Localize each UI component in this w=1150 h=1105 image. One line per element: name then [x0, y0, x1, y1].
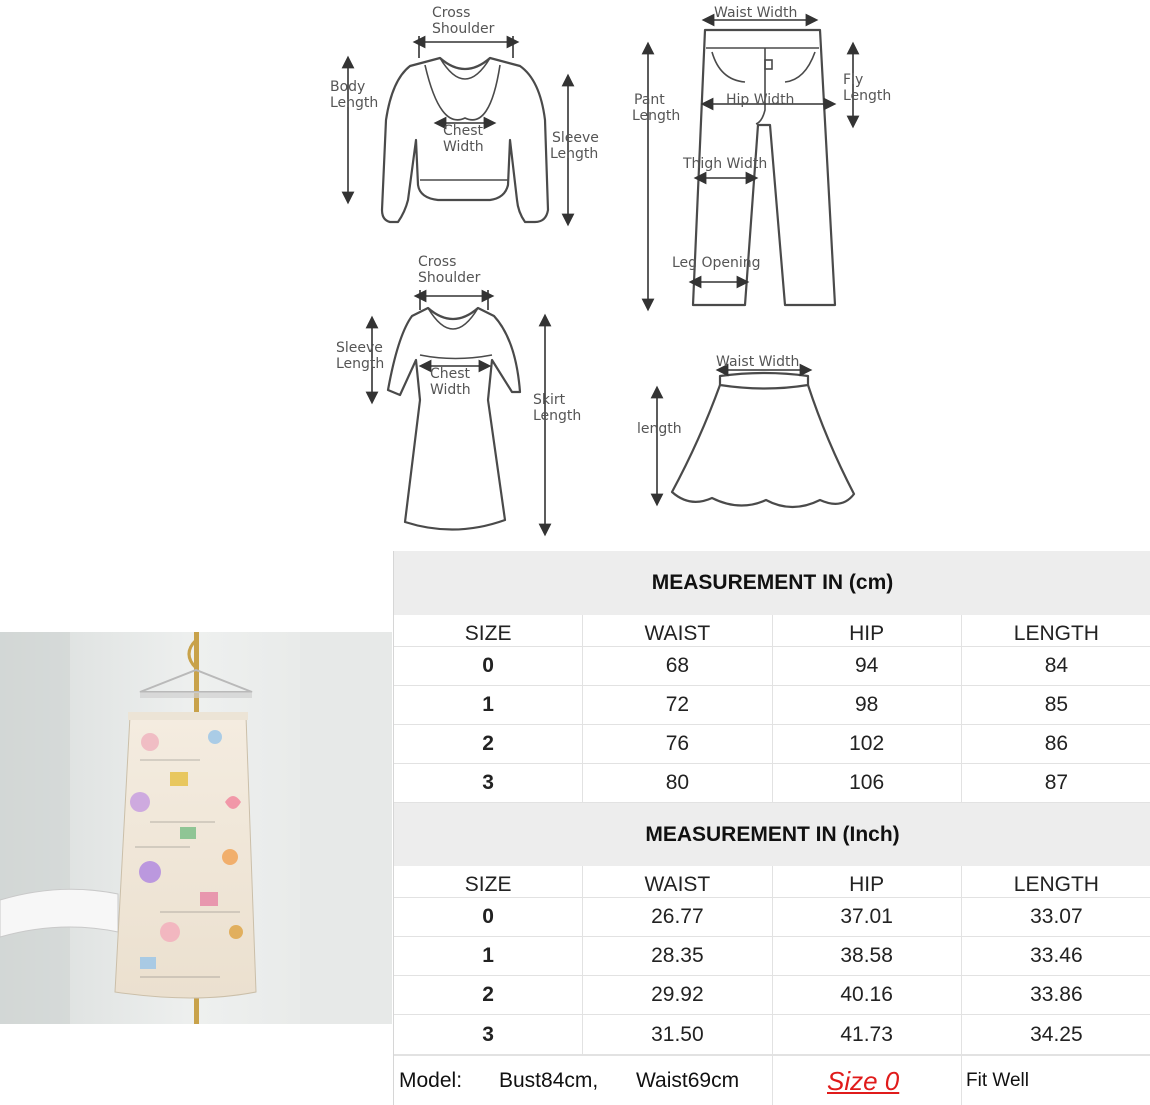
size-cell: 1 — [394, 686, 583, 724]
label-dress-sleeve-length-bottom: Length — [336, 356, 385, 372]
table-row — [394, 898, 1150, 937]
label-pants-waist-width: Waist Width — [714, 5, 798, 21]
table-row — [394, 764, 1150, 803]
hip-cell: 106 — [773, 764, 962, 802]
table-row — [394, 686, 1150, 725]
column-header-waist: WAIST — [583, 615, 772, 646]
waist-cell: 72 — [583, 686, 772, 724]
label-fly-length-top: Fly — [843, 72, 864, 88]
cm-section-title: MEASUREMENT IN (cm) — [394, 551, 1150, 615]
size-diagram — [0, 0, 1150, 550]
column-header-length: LENGTH — [1013, 621, 1099, 645]
label-dress-cross-shoulder-bottom: Shoulder — [418, 270, 481, 286]
model-size-badge: Size 0 — [827, 1065, 900, 1096]
hip-cell: 41.73 — [773, 1015, 962, 1054]
skirt-on-hanger-image — [0, 632, 392, 1024]
size-cell: 2 — [394, 976, 583, 1014]
size-cell: 1 — [394, 937, 583, 975]
model-waist: Waist69cm — [636, 1069, 740, 1092]
label-dress-cross-shoulder-top: Cross — [418, 254, 457, 270]
size-cell: 0 — [394, 647, 583, 685]
model-label: Model: — [399, 1069, 463, 1092]
label-leg-opening: Leg Opening — [672, 255, 761, 271]
label-cross-shoulder-top: Cross — [432, 5, 471, 21]
waist-cell: 76 — [583, 725, 772, 763]
inch-header-row — [394, 866, 1150, 898]
waist-cell: 26.77 — [583, 898, 772, 936]
label-skirt-length: length — [637, 421, 682, 437]
length-cell: 86 — [1044, 732, 1069, 755]
label-body-length-bottom: Length — [330, 95, 379, 111]
waist-cell: 28.35 — [583, 937, 772, 975]
hip-cell: 102 — [773, 725, 962, 763]
hip-cell: 37.01 — [773, 898, 962, 936]
length-cell: 33.46 — [1030, 944, 1083, 967]
label-pant-length-top: Pant — [634, 92, 665, 108]
column-header-size: SIZE — [394, 866, 583, 897]
label-sleeve-length-top: Sleeve — [552, 130, 599, 146]
label-dress-chest-width-top: Chest — [430, 366, 471, 382]
model-info-row — [394, 1055, 1150, 1105]
table-row — [394, 1015, 1150, 1055]
divider — [772, 1056, 773, 1105]
waist-cell: 29.92 — [583, 976, 772, 1014]
label-sleeve-length-bottom: Length — [550, 146, 599, 162]
size-chart-table — [393, 551, 1150, 1105]
length-cell: 84 — [1044, 654, 1069, 677]
label-cross-shoulder-bottom: Shoulder — [432, 21, 495, 37]
label-fly-length-bottom: Length — [843, 88, 892, 104]
waist-cell: 31.50 — [583, 1015, 772, 1054]
label-thigh-width: Thigh Width — [683, 156, 768, 172]
product-photo — [0, 632, 392, 1024]
column-header-hip: HIP — [773, 615, 962, 646]
hip-cell: 94 — [773, 647, 962, 685]
label-chest-width-top: Chest — [443, 123, 484, 139]
size-cell: 3 — [394, 764, 583, 802]
garment-measurement-diagram — [0, 0, 1150, 550]
hip-cell: 38.58 — [773, 937, 962, 975]
waist-cell: 68 — [583, 647, 772, 685]
label-skirt-waist-width: Waist Width — [716, 354, 800, 370]
size-cell: 0 — [394, 898, 583, 936]
column-header-hip: HIP — [773, 866, 962, 897]
label-body-length-top: Body — [330, 79, 366, 95]
length-cell: 87 — [1044, 771, 1069, 794]
hip-cell: 40.16 — [773, 976, 962, 1014]
length-cell: 33.07 — [1030, 905, 1083, 928]
cm-header-row — [394, 615, 1150, 647]
label-hip-width: Hip Width — [726, 92, 795, 108]
inch-section-title: MEASUREMENT IN (Inch) — [394, 803, 1150, 866]
label-skirt-length-bottom: Length — [533, 408, 582, 424]
column-header-waist: WAIST — [583, 866, 772, 897]
label-skirt-length-top: Skirt — [533, 392, 566, 408]
label-dress-chest-width-bottom: Width — [430, 382, 471, 398]
skirt-illustration — [657, 370, 854, 507]
table-row — [394, 725, 1150, 764]
label-pant-length-bottom: Length — [632, 108, 681, 124]
label-chest-width-bottom: Width — [443, 139, 484, 155]
table-row — [394, 976, 1150, 1015]
length-cell: 85 — [1044, 693, 1069, 716]
hip-cell: 98 — [773, 686, 962, 724]
column-header-size: SIZE — [394, 615, 583, 646]
table-row — [394, 647, 1150, 686]
length-cell: 34.25 — [1030, 1022, 1083, 1046]
column-header-length: LENGTH — [1013, 872, 1099, 896]
dress-illustration — [372, 290, 545, 530]
divider — [961, 1056, 962, 1105]
fit-note: Fit Well — [966, 1070, 1029, 1091]
length-cell: 33.86 — [1030, 983, 1083, 1006]
size-cell: 2 — [394, 725, 583, 763]
table-row — [394, 937, 1150, 976]
size-cell: 3 — [394, 1015, 583, 1054]
model-bust: Bust84cm, — [499, 1069, 599, 1092]
waist-cell: 80 — [583, 764, 772, 802]
label-dress-sleeve-length-top: Sleeve — [336, 340, 383, 356]
